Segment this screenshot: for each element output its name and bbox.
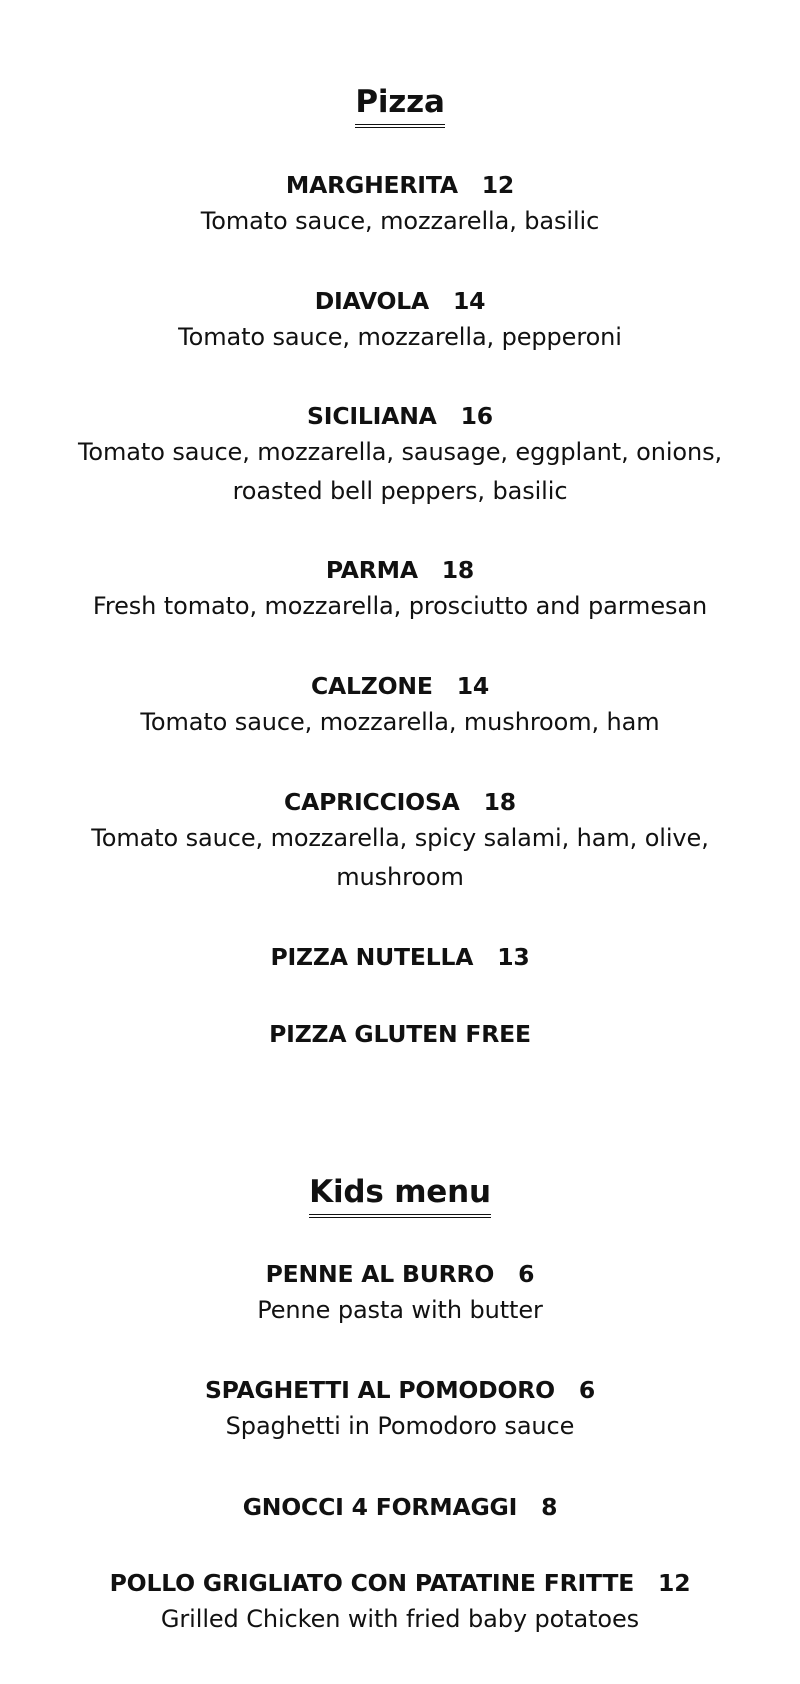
item-price: 8 xyxy=(541,1493,558,1521)
item-description: Grilled Chicken with fried baby potatoes xyxy=(160,1605,640,1633)
item-description: Tomato sauce, mozzarella, sausage, eggplant, onions, xyxy=(77,438,723,466)
menu-item-margherita xyxy=(20,168,780,241)
menu-item-spaghetti-al-pomodoro xyxy=(20,1373,780,1446)
menu-item-siciliana xyxy=(20,399,780,511)
item-name-line xyxy=(20,399,780,433)
item-price: 16 xyxy=(460,402,493,430)
menu-item-gnocci-4-formaggi xyxy=(20,1490,780,1524)
item-price: 18 xyxy=(483,788,516,816)
item-price: 12 xyxy=(658,1569,691,1597)
menu-item-parma xyxy=(20,553,780,626)
item-name-line xyxy=(20,669,780,703)
item-description: Tomato sauce, mozzarella, basilic xyxy=(200,207,600,235)
menu-item-pizza-nutella xyxy=(20,940,780,974)
item-description: Tomato sauce, mozzarella, mushroom, ham xyxy=(140,708,660,736)
item-description: Tomato sauce, mozzarella, spicy salami, ham, olive, xyxy=(91,824,709,852)
menu-item-penne-al-burro xyxy=(20,1257,780,1330)
item-name-line xyxy=(20,940,780,974)
item-name-line xyxy=(20,553,780,587)
section-kids-menu xyxy=(0,1172,800,1218)
item-description: Spaghetti in Pomodoro sauce xyxy=(225,1412,575,1440)
section-title: Pizza xyxy=(355,82,444,128)
menu-item-calzone xyxy=(20,669,780,742)
item-name: CAPRICCIOSA xyxy=(284,788,460,816)
item-price: 13 xyxy=(497,943,530,971)
item-name-line xyxy=(20,168,780,202)
item-description: Penne pasta with butter xyxy=(257,1296,543,1324)
item-name-line xyxy=(20,1566,780,1600)
item-description: roasted bell peppers, basilic xyxy=(232,477,568,505)
menu-item-pollo-grigliato xyxy=(20,1566,780,1639)
item-description: Fresh tomato, mozzarella, prosciutto and parmesan xyxy=(92,592,708,620)
item-name: PENNE AL BURRO xyxy=(265,1260,495,1288)
section-title: Kids menu xyxy=(309,1172,491,1218)
menu-item-diavola xyxy=(20,284,780,357)
item-name: POLLO GRIGLIATO CON PATATINE FRITTE xyxy=(109,1569,635,1597)
item-price: 6 xyxy=(578,1376,596,1404)
item-name: PIZZA GLUTEN FREE xyxy=(269,1020,531,1048)
menu-item-capricciosa xyxy=(20,785,780,897)
item-name-line xyxy=(20,284,780,318)
item-price: 6 xyxy=(518,1260,535,1288)
menu-item-pizza-gluten-free xyxy=(20,1017,780,1051)
item-price: 18 xyxy=(441,556,475,584)
item-price: 14 xyxy=(453,287,486,315)
item-name: SICILIANA xyxy=(307,402,437,430)
item-name-line xyxy=(20,1373,780,1407)
item-name-line xyxy=(20,785,780,819)
item-description: Tomato sauce, mozzarella, pepperoni xyxy=(178,323,622,351)
item-price: 12 xyxy=(481,171,515,199)
item-name: SPAGHETTI AL POMODORO xyxy=(204,1376,555,1404)
item-name: MARGHERITA xyxy=(285,171,458,199)
item-description: mushroom xyxy=(336,863,464,891)
item-name-line xyxy=(20,1257,780,1291)
item-name: PARMA xyxy=(325,556,418,584)
item-name: PIZZA NUTELLA xyxy=(270,943,474,971)
item-name-line xyxy=(20,1490,780,1524)
section-pizza xyxy=(0,82,800,128)
item-name: DIAVOLA xyxy=(314,287,430,315)
item-name-line xyxy=(20,1017,780,1051)
item-name: GNOCCI 4 FORMAGGI xyxy=(242,1493,518,1521)
item-price: 14 xyxy=(456,672,489,700)
item-name: CALZONE xyxy=(310,672,433,700)
